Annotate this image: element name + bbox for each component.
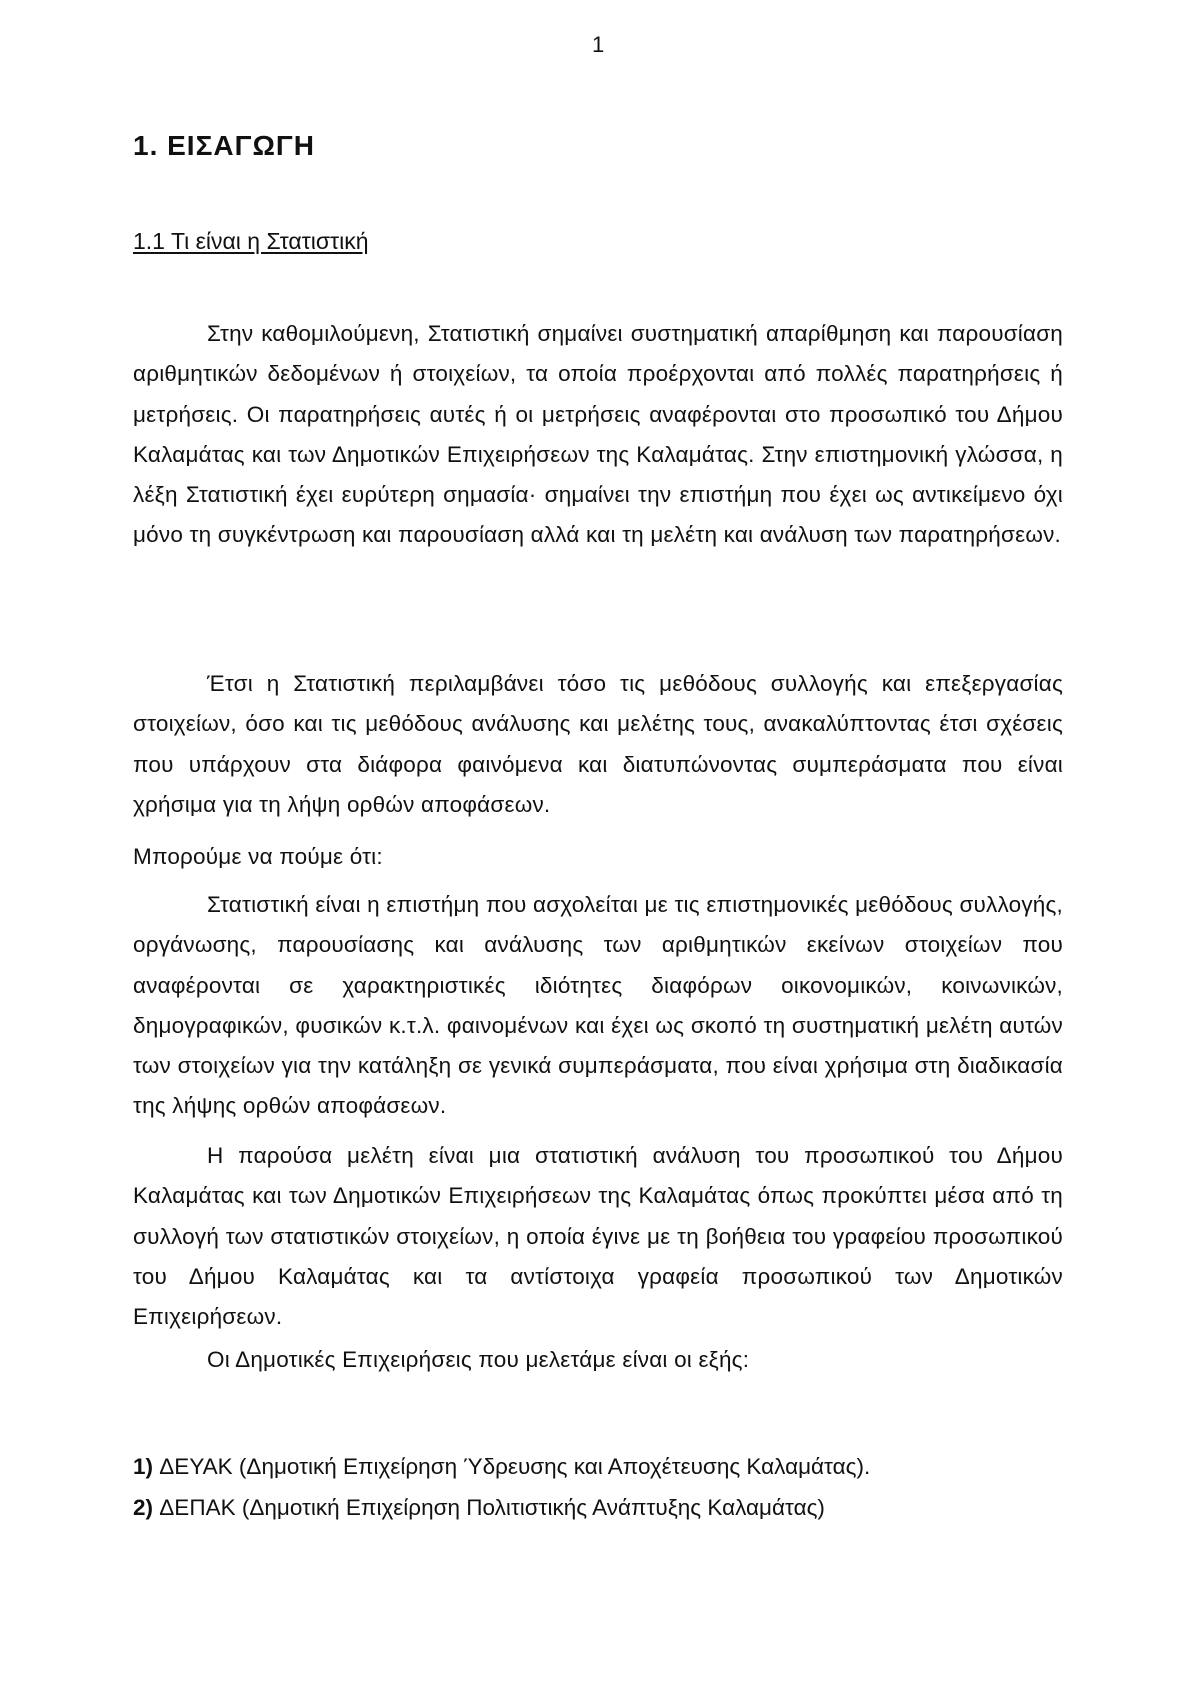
paragraph-text: Στατιστική είναι η επιστήμη που ασχολείται με τις επιστημονικές μεθόδους συλλογής, οργάνωσης, παρουσίασης και ανάλυσης των αριθμητικών εκείνων στοιχείων που αναφέρονται σε χαρακτηριστικές ιδιότητες διαφόρων οικονομικών, κοινωνικών, δημογραφικών, φυσικών κ.τ.λ. φαινομένων και έχει ως σκοπό τη συστηματική μελέτη αυτών των στοιχείων για την κατάληξη σε γενικά συμπεράσματα, που είναι χρήσιμα στη διαδικασία της λήψης ορθών αποφάσεων. — [133, 892, 1063, 1119]
paragraph-definition-common — [133, 314, 1063, 556]
list-item — [133, 1488, 1063, 1528]
paragraph-text: Η παρούσα μελέτη είναι μια στατιστική ανάλυση του προσωπικού του Δήμου Καλαμάτας και των Δημοτικών Επιχειρήσεων της Καλαμάτας όπως προκύπτει μέσα από τη συλλογή των στατιστικών στοιχείων, η οποία έγινε με τη βοήθεια του γραφείου προσωπικού του Δήμου Καλαμάτας και τα αντίστοιχα γραφεία προσωπικού των Δημοτικών Επιχειρήσεων. — [133, 1143, 1063, 1330]
paragraph-text: Μπορούμε να πούμε ότι: — [133, 844, 383, 869]
list-item-text: ΔΕΥΑΚ (Δημοτική Επιχείρηση Ύδρευσης και Αποχέτευσης Καλαμάτας). — [159, 1454, 871, 1479]
paragraph-formal-definition — [133, 885, 1063, 1127]
list-item-number: 1) — [133, 1454, 154, 1479]
page-number: 1 — [592, 32, 605, 57]
paragraph-enterprises-intro — [133, 1340, 1063, 1380]
list-item — [133, 1447, 1063, 1487]
paragraph-statistics-scope — [133, 664, 1063, 825]
paragraph-text: Στην καθομιλούμενη, Στατιστική σημαίνει συστηματική απαρίθμηση και παρουσίαση αριθμητικών δεδομένων ή στοιχείων, τα οποία προέρχονται από πολλές παρατηρήσεις ή μετρήσεις. Οι παρατηρήσεις αυτές ή οι μετρήσεις αναφέρονται στο προσωπικό του Δήμου Καλαμάτας και των Δημοτικών Επιχειρήσεων της Καλαμάτας. Στην επιστημονική γλώσσα, η λέξη Στατιστική έχει ευρύτερη σημασία· σημαίνει την επιστήμη που έχει ως αντικείμενο όχι μόνο τη συγκέντρωση και παρουσίαση αλλά και τη μελέτη και ανάλυση των παρατηρήσεων. — [133, 321, 1063, 548]
chapter-title: 1. ΕΙΣΑΓΩΓΗ — [133, 130, 315, 161]
section-title: 1.1 Τι είναι η Στατιστική — [133, 228, 369, 254]
paragraph-text: Οι Δημοτικές Επιχειρήσεις που μελετάμε είναι οι εξής: — [207, 1347, 750, 1372]
paragraph-text: Έτσι η Στατιστική περιλαμβάνει τόσο τις μεθόδους συλλογής και επεξεργασίας στοιχείων, όσο και τις μεθόδους ανάλυσης και μελέτης τους, ανακαλύπτοντας έτσι σχέσεις που υπάρχουν στα διάφορα φαινόμενα και διατυπώνοντας συμπεράσματα που είναι χρήσιμα για τη λήψη ορθών αποφάσεων. — [133, 671, 1063, 817]
list-item-number: 2) — [133, 1495, 154, 1520]
paragraph-study-purpose — [133, 1136, 1063, 1337]
paragraph-intro-definition — [133, 837, 1063, 877]
list-item-text: ΔΕΠΑΚ (Δημοτική Επιχείρηση Πολιτιστικής Ανάπτυξης Καλαμάτας) — [159, 1495, 825, 1520]
